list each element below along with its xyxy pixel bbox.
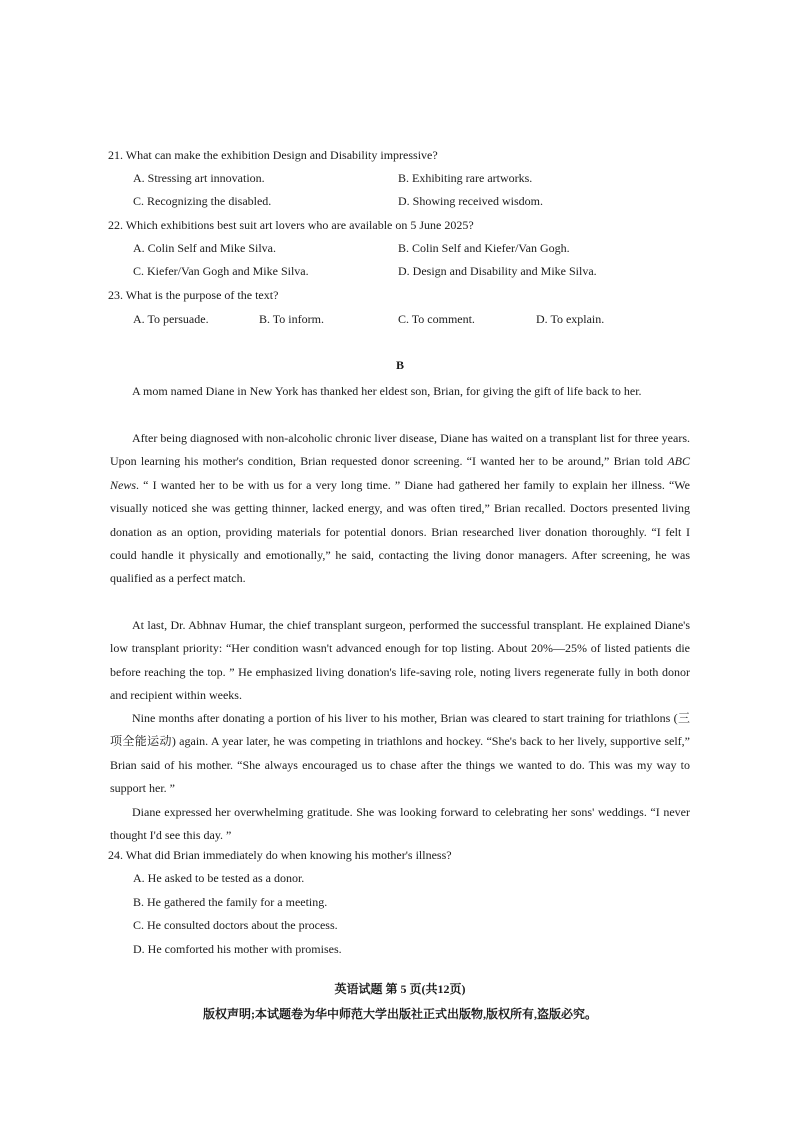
question-23-option-d: D. To explain. xyxy=(536,312,605,326)
question-22-stem: 22. Which exhibitions best suit art lovers who are available on 5 June 2025? xyxy=(108,218,474,232)
question-22-option-c: C. Kiefer/Van Gogh and Mike Silva. xyxy=(133,264,309,278)
question-24-option-d: D. He comforted his mother with promises. xyxy=(133,942,342,956)
question-21-option-c: C. Recognizing the disabled. xyxy=(133,194,272,208)
question-22-option-a: A. Colin Self and Mike Silva. xyxy=(133,241,276,255)
passage-paragraph-1: A mom named Diane in New York has thanked her eldest son, Brian, for giving the gift of life back to her. xyxy=(132,384,642,398)
question-24-option-c: C. He consulted doctors about the process. xyxy=(133,918,338,932)
question-23-stem: 23. What is the purpose of the text? xyxy=(108,288,279,302)
news-source: ABC News xyxy=(110,454,690,492)
page-number: 英语试题 第 5 页(共12页) xyxy=(334,982,466,996)
question-21-option-d: D. Showing received wisdom. xyxy=(398,194,543,208)
question-22-option-b: B. Colin Self and Kiefer/Van Gogh. xyxy=(398,241,570,255)
question-21-stem: 21. What can make the exhibition Design and Disability impressive? xyxy=(108,148,438,162)
section-title: B xyxy=(395,358,404,372)
copyright-notice: 版权声明;本试题卷为华中师范大学出版社正式出版物,版权所有,盗版必究。 xyxy=(203,1007,597,1021)
passage-paragraph-2-part-2: . “ I wanted her to be with us for a very long time. ” Diane had gathered her family to explain her illness. “We visually noticed she was getting thinner, lacked energy, and was often tired,” Brian recalled. Doctors presented living donation as an option, providing materials for potential donors. Brian researched liver donation thoroughly. “I felt I could handle it physically and emotionally,” he said, contacting the living donor managers. After screening, he was qualified as a perfect match. xyxy=(110,477,690,586)
passage-paragraph-2 xyxy=(110,427,690,591)
question-24-stem: 24. What did Brian immediately do when knowing his mother's illness? xyxy=(108,848,452,862)
question-23-option-c: C. To comment. xyxy=(398,312,475,326)
question-21-option-b: B. Exhibiting rare artworks. xyxy=(398,171,533,185)
question-21-option-a: A. Stressing art innovation. xyxy=(133,171,265,185)
question-23-option-b: B. To inform. xyxy=(259,312,324,326)
question-22-option-d: D. Design and Disability and Mike Silva. xyxy=(398,264,597,278)
passage-paragraph-2-part-1: After being diagnosed with non-alcoholic chronic liver disease, Diane has waited on a transplant list for three years. Upon learning his mother's condition, Brian requested donor screening. “I wanted her to be around,” Brian told xyxy=(110,431,690,469)
question-24-option-a: A. He asked to be tested as a donor. xyxy=(133,871,305,885)
passage-paragraph-5: Diane expressed her overwhelming gratitude. She was looking forward to celebrating her sons' weddings. “I never thought I'd see this day. ” xyxy=(110,805,690,843)
question-23-option-a: A. To persuade. xyxy=(133,312,209,326)
question-24-option-b: B. He gathered the family for a meeting. xyxy=(133,895,328,909)
passage-paragraph-3: At last, Dr. Abhnav Humar, the chief transplant surgeon, performed the successful transplant. He explained Diane's low transplant priority: “Her condition wasn't advanced enough for top listing. About 20%—25% of listed patients die before reaching the top. ” He emphasized living donation's life-saving role, noting livers regenerate fully in both donor and recipient within weeks. xyxy=(110,618,690,703)
passage-paragraph-4: Nine months after donating a portion of his liver to his mother, Brian was cleared to start training for triathlons (三项全能运动) again. A year later, he was competing in triathlons and hockey. “She's back to her lively, supportive self,” Brian said of his mother. “She always encouraged us to chase after the things we wanted to do. This was my way to support her. ” xyxy=(110,711,690,796)
